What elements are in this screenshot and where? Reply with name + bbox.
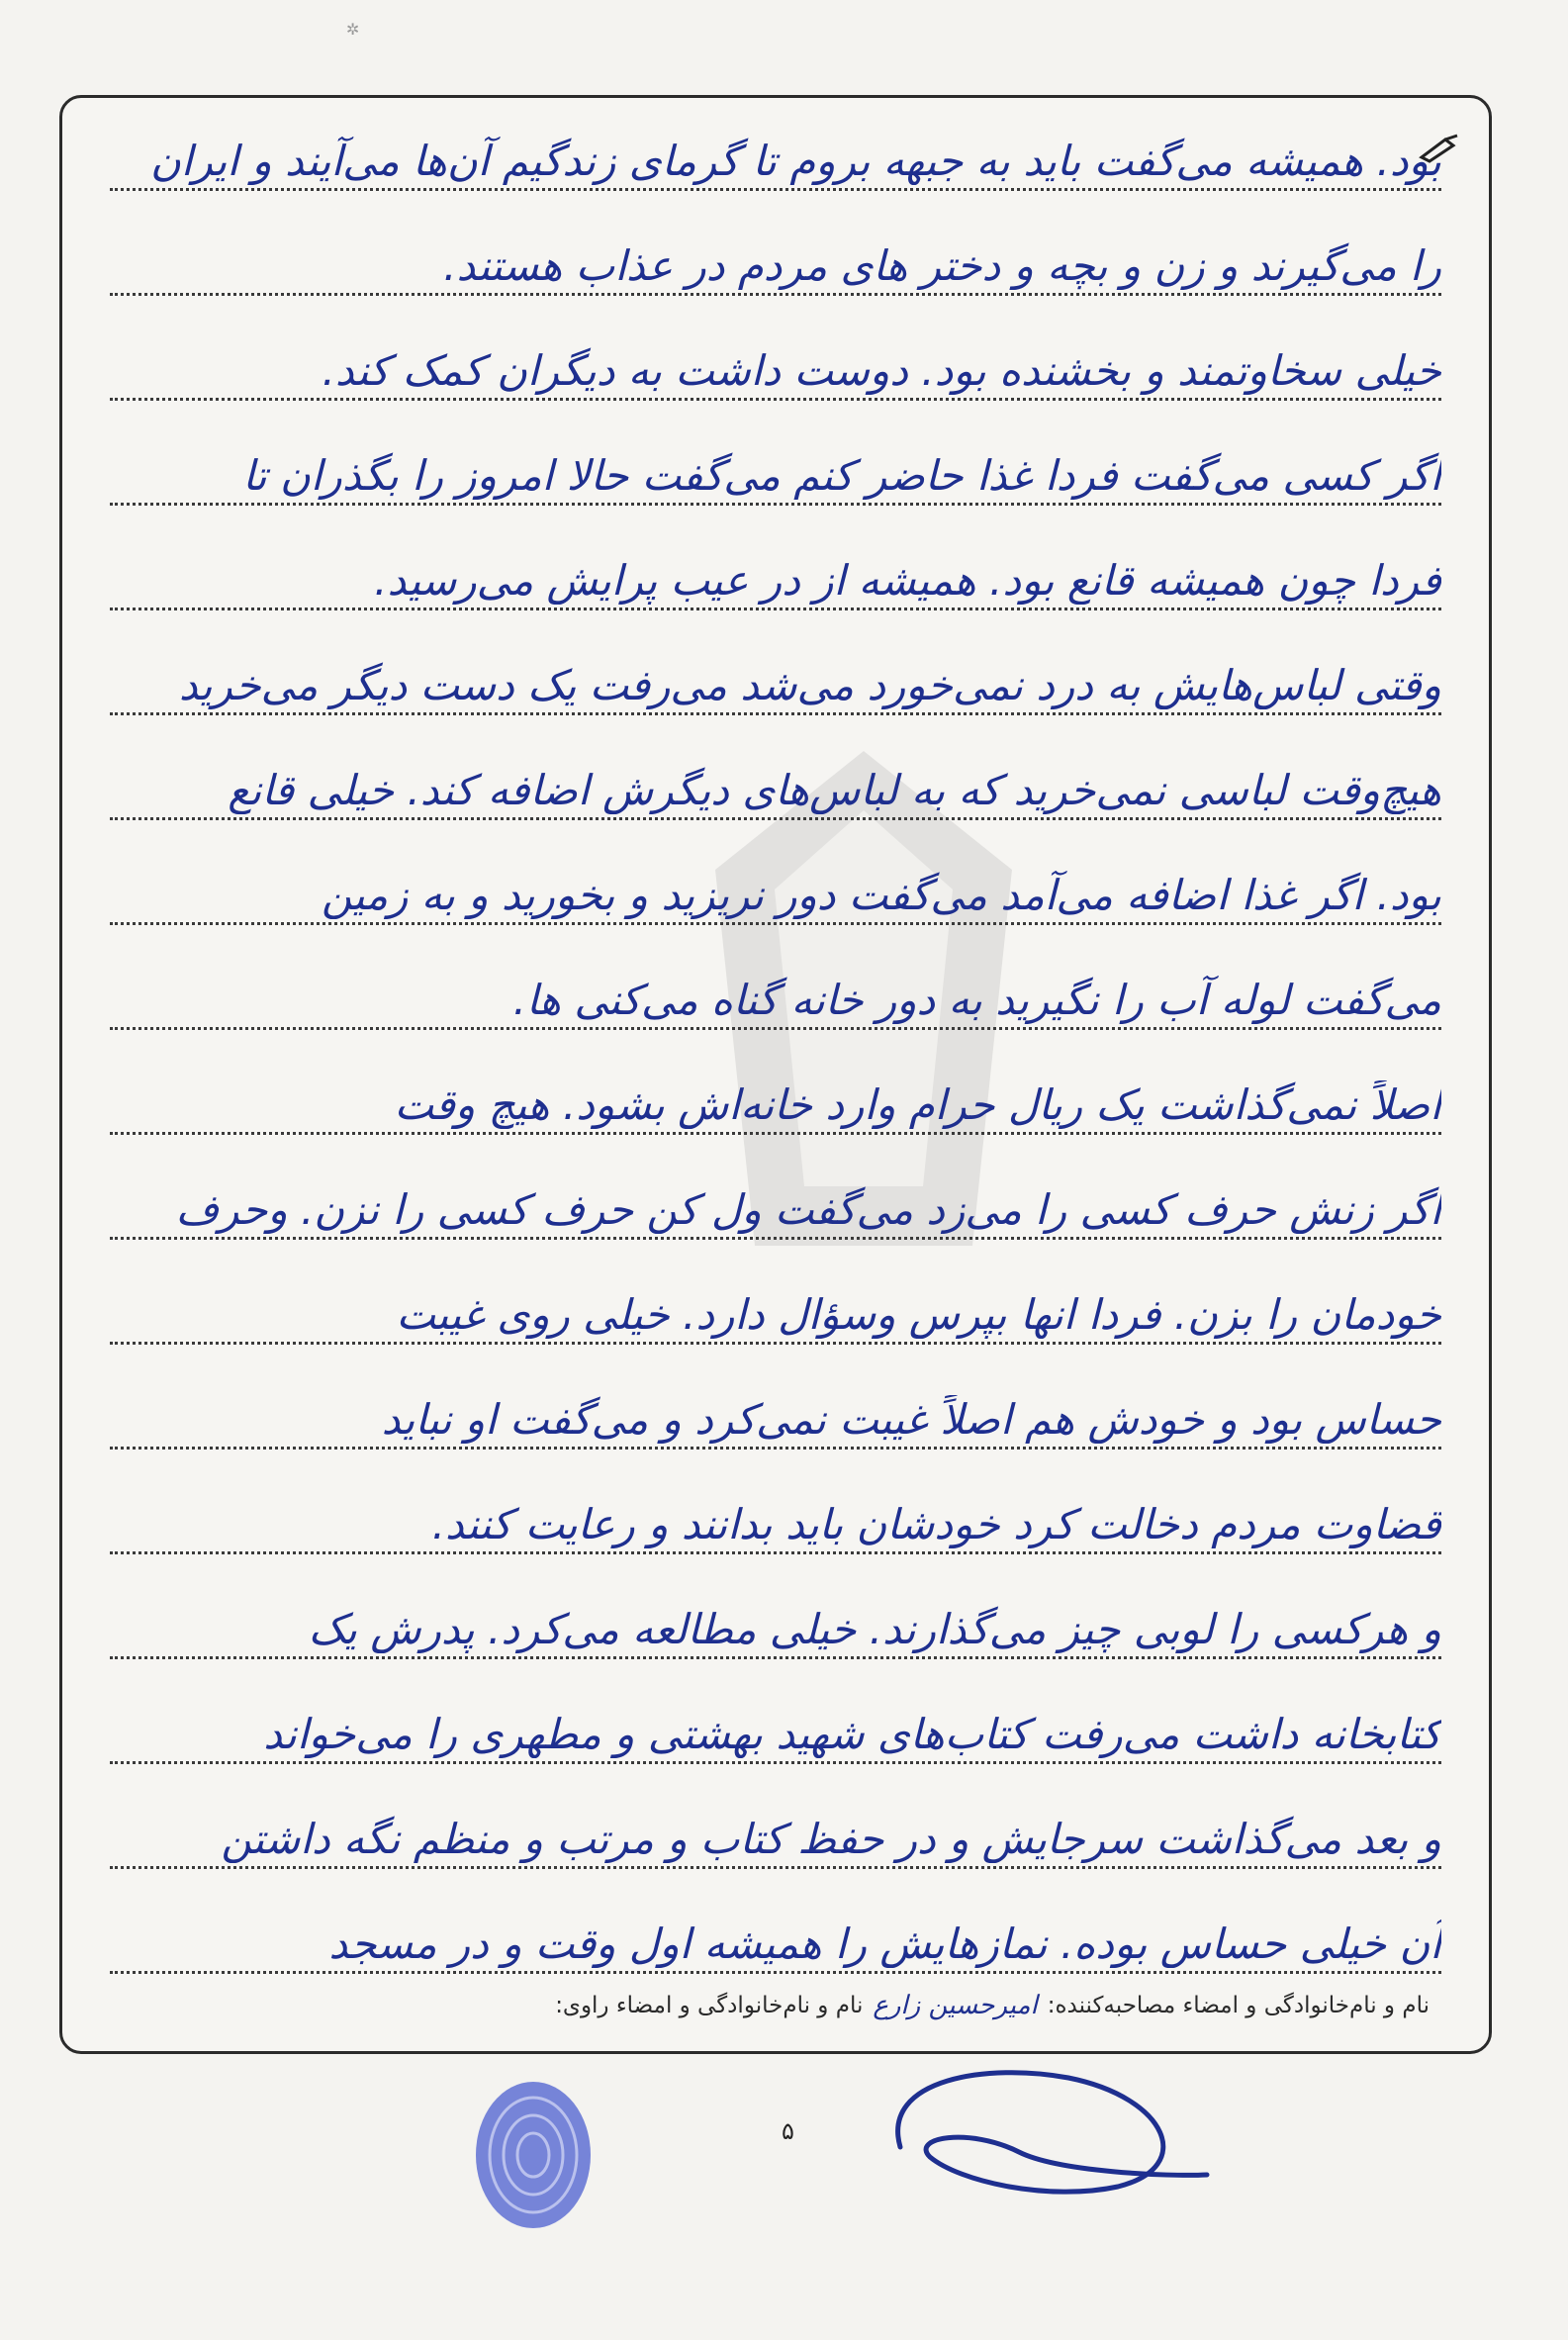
content-frame [59, 95, 1492, 2054]
handwritten-text: را می‌گیرند و زن و بچه و دختر های مردم در عذاب هستند. [443, 241, 1441, 290]
dotted-rule [110, 1971, 1441, 1974]
handwritten-text: فردا چون همیشه قانع بود. همیشه از در عیب پرایش می‌رسید. [374, 556, 1441, 605]
line [110, 1671, 1441, 1776]
narrator-label: نام و نام‌خانوادگی و امضاء راوی: [555, 1993, 864, 2018]
dotted-rule [110, 1761, 1441, 1764]
dotted-rule [110, 1866, 1441, 1869]
handwritten-text: حساس بود و خودش هم اصلاً غیبت نمی‌کرد و می‌گفت او نباید [381, 1395, 1441, 1444]
line [110, 203, 1441, 308]
handwritten-text: هیچ‌وقت لباسی نمی‌خرید که به لباس‌های دیگرش اضافه کند. خیلی قانع [228, 766, 1441, 814]
line [110, 1881, 1441, 1986]
handwritten-text: بود. اگر غذا اضافه می‌آمد می‌گفت دور نریزید و بخورید و به زمین [321, 871, 1441, 919]
dotted-rule [110, 188, 1441, 191]
line [110, 1147, 1441, 1252]
dotted-rule [110, 1342, 1441, 1345]
handwritten-text: بود. همیشه می‌گفت باید به جبهه بروم تا گرمای زندگیم آن‌ها می‌آیند و ایران [150, 137, 1441, 185]
handwritten-text: و هرکسی را لوبی چیز می‌گذارند. خیلی مطالعه می‌کرد. پدرش یک [308, 1605, 1441, 1653]
dotted-rule [110, 1237, 1441, 1240]
dotted-rule [110, 503, 1441, 506]
handwritten-text: اصلاً نمی‌گذاشت یک ریال حرام وارد خانه‌اش بشود. هیچ وقت [394, 1080, 1441, 1129]
fingerprint-stamp [469, 2076, 598, 2234]
dotted-rule [110, 1027, 1441, 1030]
dotted-rule [110, 712, 1441, 715]
line [110, 1776, 1441, 1881]
punch-mark: ✲ [346, 20, 360, 39]
line [110, 1566, 1441, 1671]
interviewer-name: امیرحسین زارع [873, 1991, 1038, 2020]
handwritten-text: خودمان را بزن. فردا انها بپرس وسؤال دارد. خیلی روی غیبت [396, 1290, 1441, 1339]
line [110, 517, 1441, 622]
handwritten-text: اگر زنش حرف کسی را می‌زد می‌گفت ول کن حرف کسی را نزن. وحرف [175, 1185, 1441, 1234]
line [110, 832, 1441, 937]
line [110, 1042, 1441, 1147]
handwritten-text: اگر کسی می‌گفت فردا غذا حاضر کنم می‌گفت حالا امروز را بگذران تا [242, 451, 1441, 500]
line [110, 1357, 1441, 1461]
handwritten-text: آن خیلی حساس بوده. نمازهایش را همیشه اول وقت و در مسجد [328, 1919, 1441, 1968]
dotted-rule [110, 608, 1441, 610]
line [110, 98, 1441, 203]
dotted-rule [110, 1551, 1441, 1554]
dotted-rule [110, 1656, 1441, 1659]
handwritten-lines [62, 98, 1489, 2051]
dotted-rule [110, 1132, 1441, 1135]
dotted-rule [110, 817, 1441, 820]
dotted-rule [110, 922, 1441, 925]
line [110, 622, 1441, 727]
handwritten-text: خیلی سخاوتمند و بخشنده بود. دوست داشت به دیگران کمک کند. [322, 346, 1441, 395]
signature-footer [122, 1986, 1430, 2025]
line [110, 1461, 1441, 1566]
interviewer-label: نام و نام‌خانوادگی و امضاء مصاحبه‌کننده: [1047, 1993, 1430, 2018]
dotted-rule [110, 293, 1441, 296]
handwritten-text: قضاوت مردم دخالت کرد خودشان باید بدانند و رعایت کنند. [431, 1500, 1441, 1548]
line [110, 413, 1441, 517]
dotted-rule [110, 1447, 1441, 1450]
handwritten-signature [871, 2058, 1227, 2206]
handwritten-text: می‌گفت لوله آب را نگیرید به دور خانه گناه می‌کنی ها. [512, 976, 1441, 1024]
line [110, 308, 1441, 413]
page-number: ۵ [782, 2117, 794, 2145]
handwritten-text: وقتی لباس‌هایش به درد نمی‌خورد می‌شد می‌رفت یک دست دیگر می‌خرید [178, 661, 1441, 709]
line [110, 727, 1441, 832]
line [110, 1252, 1441, 1357]
handwritten-text: کتابخانه داشت می‌رفت کتاب‌های شهید بهشتی و مطهری را می‌خواند [263, 1710, 1441, 1758]
line [110, 937, 1441, 1042]
handwritten-text: و بعد می‌گذاشت سرجایش و در حفظ کتاب و مرتب و منظم نگه داشتن [221, 1815, 1441, 1863]
dotted-rule [110, 398, 1441, 401]
